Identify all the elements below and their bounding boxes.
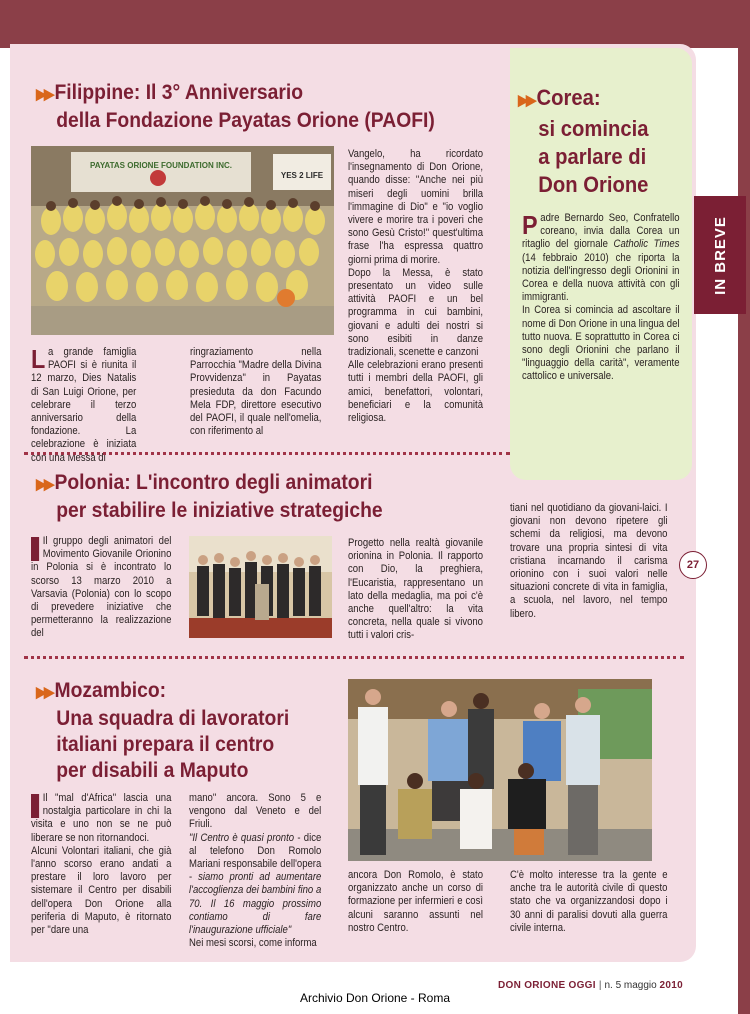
paragraph: ancora Don Romolo, è stato organizzato anche un corso di formazione per infermieri e così alcuni saranno assunti nel nostro Centro. — [348, 869, 483, 934]
photo-banner-text: PAYATAS ORIONE FOUNDATION INC. — [90, 161, 232, 170]
corea-text — [522, 212, 680, 384]
issue-year: 2010 — [659, 980, 683, 991]
side-band — [738, 0, 750, 1014]
arrow-icon: ▶▶ — [36, 86, 52, 103]
filippine-col2 — [190, 346, 321, 438]
polonia-col2 — [348, 537, 483, 643]
mozambico-title-line3: italiani prepara il centro — [56, 733, 275, 756]
dropcap: I — [42, 535, 46, 547]
arrow-icon: ▶▶ — [518, 92, 534, 109]
section-tab-label: IN BREVE — [711, 215, 729, 295]
mozambico-col2 — [189, 792, 321, 950]
magazine-footer: DON ORIONE OGGI | n. 5 maggio 2010 — [498, 980, 683, 991]
quote: siamo pronti ad aumentare l'accoglienza dei bambini fino a 70. Il 16 maggio prossimo contiamo di fare l'inaugurazione ufficiale" — [189, 871, 322, 937]
corea-title-line1: Corea: — [536, 85, 601, 110]
corea-title-line2: si comincia — [538, 116, 649, 141]
paragraph: mano" ancora. Sono 5 e vengono dal Veneto e del Friuli. — [189, 792, 322, 831]
mozambico-col1 — [31, 792, 171, 937]
polonia-col3 — [510, 502, 668, 621]
corea-title-line3: a parlare di — [538, 144, 647, 169]
paragraph: In Corea si comincia ad ascoltare il nome di Don Orione in una lingua del tutto nuova. E soprattutto in Corea ci sono degli Orionini che parlano il "linguaggio della carità", veramente cattolico e universale. — [522, 304, 680, 383]
quote: "Il Centro è quasi pronto — [189, 831, 295, 844]
paragraph: Progetto nella realtà giovanile orionina in Polonia. Il rapporto con Dio, la preghiera, l'Eucaristia, rappresentano un lato della medaglia, ma poi c'è anche quell'altro: la vita concreta, nella quale si vivono tutti i valori cris- — [348, 537, 483, 642]
filippine-title-line2: della Fondazione Payatas Orione (PAOFI) — [56, 109, 435, 132]
section-tab — [694, 196, 746, 314]
corea-headline — [518, 84, 648, 199]
paragraph: C'è molto interesse tra la gente e anche tra le autorità civile di questo stato che va organizzandosi dopo i 30 anni di paralisi dovuti alla guerra civile interna. — [510, 869, 668, 934]
polonia-title-line1: Polonia: L'incontro degli animatori — [54, 471, 373, 494]
paragraph: Nei mesi scorsi, come informa — [189, 937, 317, 950]
polonia-col1 — [31, 535, 171, 641]
issue-number: n. 5 maggio — [604, 980, 657, 991]
paragraph: a grande famiglia PAOFI si è riunita il 12 marzo, Dies Natalis di San Luigi Orione, per celebrare il terzo anniversario della fondazione. La celebrazione è iniziata con una Messa di — [31, 346, 137, 464]
paragraph: (14 febbraio 2010) che riporta la notizia dell'ingresso degli Orionini in Corea e della nuova attività con gli immigranti. — [522, 251, 680, 304]
mozambico-col3 — [348, 869, 483, 935]
mozambico-title-line2: Una squadra di lavoratori — [56, 707, 290, 730]
filippine-col1 — [31, 346, 136, 465]
dropcap-bar — [31, 794, 39, 818]
newspaper-name: Catholic Times — [613, 238, 680, 251]
paragraph: tiani nel quotidiano da giovani-laici. I giovani non devono ripetere gli schemi da religiosi, ma devono trovare una propria sintesi di vita cristiana incarnando il carisma orionino con i suoi valori nelle situazioni concrete di vita in famiglia, a scuola, nel lavoro, nel tempo libero. — [510, 502, 668, 620]
mozambico-col4 — [510, 869, 668, 935]
dropcap: P — [522, 210, 538, 240]
section-divider — [24, 656, 684, 659]
dropcap: I — [42, 792, 46, 804]
mozambico-title-line1: Mozambico: — [54, 679, 167, 702]
filippine-col3 — [348, 148, 483, 425]
filippine-photo — [31, 146, 334, 335]
corea-title-line4: Don Orione — [538, 172, 649, 197]
paragraph: Alle celebrazioni erano presenti tutti i membri della PAOFI, gli amici, benefattori, volontari, beneficiari e la comunità religiosa. — [348, 359, 483, 425]
paragraph: adre Bernardo Seo, Confratello coreano, invia dalla Corea un ritaglio del giornale — [522, 212, 680, 251]
paragraph: l gruppo degli animatori del Movimento Giovanile Orionino in Polonia si è incontrato lo scorso 13 marzo 2010 a Varsavia (Polonia) con lo scopo di prevedere iniziative che permetteranno la realizzazione del — [31, 535, 172, 640]
polonia-photo — [189, 536, 332, 638]
top-band — [0, 0, 750, 48]
photo-sign-text: YES 2 LIFE — [280, 171, 324, 180]
section-divider — [24, 452, 510, 455]
mozambico-title-line4: per disabili a Maputo — [56, 759, 249, 782]
paragraph: Vangelo, ha ricordato l'insegnamento di Don Orione, quando disse: "Anche nei più miseri degli uomini brilla l'immagine di Dio" e "io voglio vivere e morire tra i poveri che sono Gesù Cristo!" quest'ultima frase l'ha espressa quattro giorni prima di morire. — [348, 148, 483, 266]
filippine-headline — [36, 80, 435, 134]
paragraph: l "mal d'Africa" lascia una nostalgia particolare in chi la visita e uno non se ne può liberare se non ritornandoci. — [31, 792, 172, 844]
arrow-icon: ▶▶ — [36, 476, 52, 493]
magazine-name: DON ORIONE OGGI — [498, 980, 596, 991]
paragraph: Dopo la Messa, è stato presentato un video sulle attività PAOFI e un bel programma in cui bambini, giovani e adulti dei nostri si sono esibiti in danze tradizionali, scenette e canzoni — [348, 266, 483, 359]
mozambico-photo — [348, 679, 652, 861]
paragraph: ringraziamento nella Parrocchia "Madre della Divina Provvidenza" in Payatas presieduta da don Facundo Mela FDP, direttore esecutivo del PAOFI, il quale nell'omelia, con riferimento al — [190, 346, 322, 438]
polonia-title-line2: per stabilire le iniziative strategiche — [56, 499, 383, 522]
dropcap-bar — [31, 537, 39, 561]
mozambico-headline — [36, 678, 289, 784]
arrow-icon: ▶▶ — [36, 684, 52, 701]
paragraph: Alcuni Volontari italiani, che già l'anno scorso erano andati a prestare il loro lavoro per sistemare il Centro per disabili dell'opera Don Orione alla periferia di Maputo, è ritornato per "dare una — [31, 844, 172, 937]
page-number: 27 — [679, 551, 707, 579]
filippine-title-line1: Filippine: Il 3° Anniversario — [54, 81, 304, 104]
archive-credit: Archivio Don Orione - Roma — [299, 991, 451, 1005]
polonia-headline — [36, 470, 383, 524]
paragraph: - dice al telefono Don Romolo Mariani responsabile dell'opera - — [189, 831, 322, 884]
dropcap: L — [31, 344, 46, 374]
